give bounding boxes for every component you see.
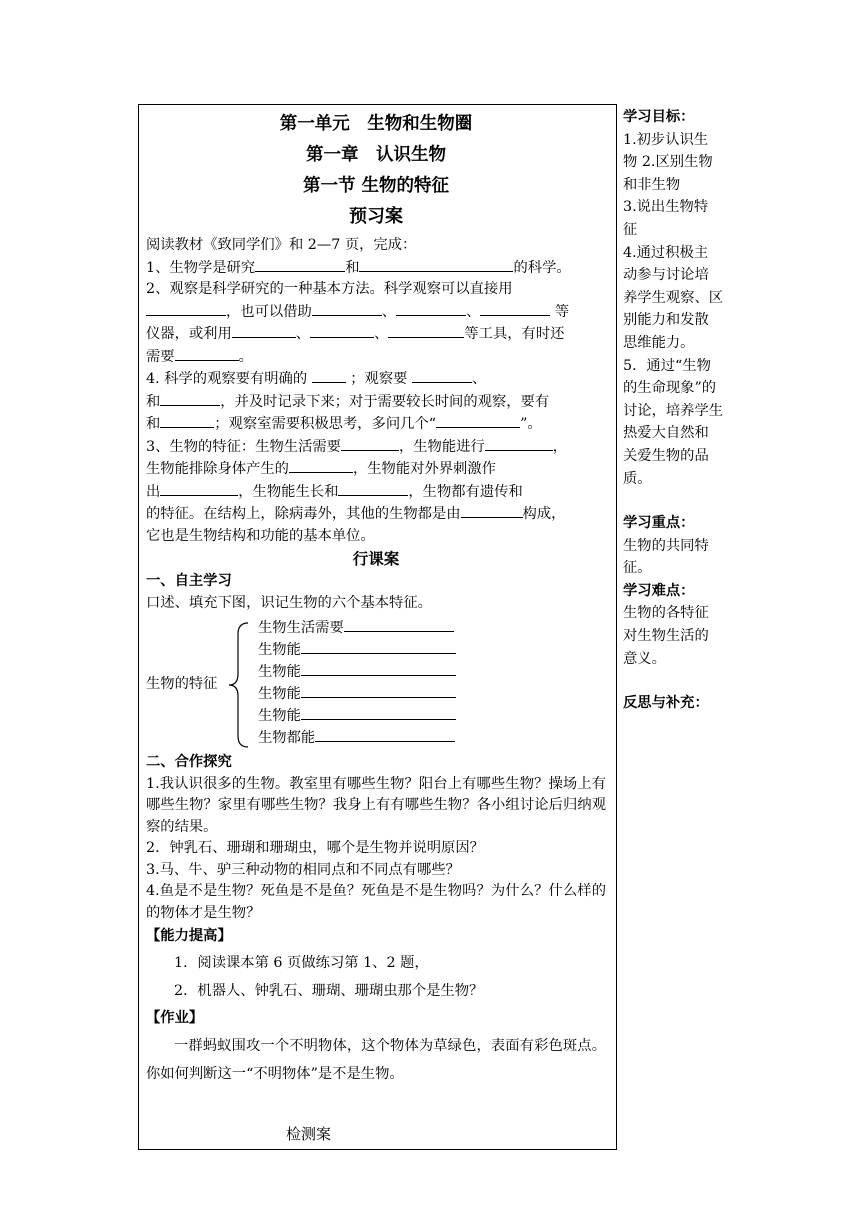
coop-question-4: 4.鱼是不是生物？死鱼是不是鱼？死鱼是不是生物吗？为什么？什么样的的物体才是生物？	[146, 883, 606, 921]
column-divider	[616, 104, 617, 1150]
self-study-intro: 口述、填充下图，识记生物的六个基本特征。	[146, 594, 432, 611]
goals-line: 5．通过“生物	[623, 357, 711, 374]
blank[interactable]	[255, 257, 345, 272]
blank[interactable]	[312, 368, 346, 383]
blank[interactable]	[396, 301, 466, 316]
diagram-row: 生物能	[258, 704, 456, 728]
features-diagram	[146, 616, 606, 752]
main-column	[146, 106, 606, 1146]
blank[interactable]	[412, 368, 472, 383]
blank[interactable]	[160, 481, 238, 496]
difficulty-line: 对生物生活的	[623, 628, 709, 645]
blank[interactable]	[301, 682, 456, 698]
goals-line: 1.初步认识生	[623, 131, 709, 148]
coop-question-1: 1.我认识很多的生物。教室里有哪些生物？阳台上有哪些生物？操场上有哪些生物？家里有哪些生物？我身上有有哪些生物？各小组讨论后归纳观察的结果。	[146, 775, 606, 835]
goals-line: 和非生物	[623, 176, 681, 193]
blank[interactable]	[160, 413, 214, 428]
goals-line: 热爱大自然和	[623, 425, 709, 442]
goals-line: 思维能力。	[623, 334, 695, 351]
self-study-heading: 一、自主学习	[146, 573, 232, 589]
diagram-row: 生物能	[258, 638, 456, 662]
blank[interactable]	[312, 301, 382, 316]
blank[interactable]	[341, 436, 399, 451]
blank[interactable]	[160, 391, 220, 406]
difficulty-line: 意义。	[623, 650, 666, 667]
difficulty-line: 生物的各特征	[623, 605, 709, 622]
ability-item-2: 2．机器人、钟乳石、珊瑚、珊瑚虫那个是生物？	[174, 983, 484, 999]
goals-line: 关爱生物的品	[623, 447, 709, 464]
blank[interactable]	[388, 323, 464, 338]
key-point-line: 生物的共同特	[623, 537, 709, 554]
section-title: 第一节 生物的特征	[302, 176, 450, 196]
question-1: 1、生物学是研究 和 的科学。	[146, 257, 606, 280]
blank[interactable]	[461, 503, 523, 518]
goals-line: 征	[623, 221, 638, 238]
question-2: 2、观察是科学研究的一种基本方法。科学观察可以直接用 ，也可以借助 、 、 等 仪器，或利用 、 、 等工具，有时还 需要 。	[146, 281, 570, 365]
goals-line: 养学生观察、区	[623, 289, 724, 306]
lesson-title: 行课案	[352, 549, 400, 568]
blank[interactable]	[485, 436, 553, 451]
blank[interactable]	[480, 301, 550, 316]
blank[interactable]	[289, 458, 353, 473]
side-column	[623, 106, 737, 715]
goals-line: 物 2.区别生物	[623, 154, 713, 171]
difficulty-heading: 学习难点：	[623, 582, 695, 599]
ability-heading: 【能力提高】	[146, 928, 232, 944]
blank[interactable]	[344, 616, 454, 632]
blank[interactable]	[359, 257, 513, 272]
goals-line: 讨论，培养学生	[623, 402, 724, 419]
preview-title: 预习案	[349, 206, 403, 227]
goals-line: 的生命现象”的	[623, 380, 717, 397]
key-point-heading: 学习重点：	[623, 515, 695, 532]
goals-line: 质。	[623, 470, 652, 487]
blank[interactable]	[315, 726, 455, 742]
goals-line: 3.说出生物特	[623, 199, 709, 216]
blank[interactable]	[338, 481, 408, 496]
diagram-label: 生物的特征	[146, 676, 218, 692]
coop-question-3: 3.马、牛、驴三种动物的相同点和不同点有哪些？	[146, 861, 460, 878]
diagram-row: 生物都能	[258, 726, 455, 750]
blank[interactable]	[175, 346, 239, 361]
homework-text: 一群蚂蚁围攻一个不明物体，这个物体为草绿色，表面有彩色斑点。你如何判断这一“不明物体”是不是生物。	[146, 1038, 606, 1082]
blank[interactable]	[146, 301, 226, 316]
diagram-row: 生物能	[258, 660, 456, 684]
coop-question-2: 2．钟乳石、珊瑚和珊瑚虫，哪个是生物并说明原因？	[146, 840, 484, 856]
goals-line: 4.通过积极主	[623, 244, 709, 261]
diagram-row: 生物能	[258, 682, 456, 706]
blank[interactable]	[301, 704, 456, 720]
goals-line: 别能力和发散	[623, 312, 709, 329]
reflection-heading: 反思与补充：	[623, 695, 709, 712]
unit-title: 第一单元 生物和生物圈	[279, 114, 473, 134]
question-3: 3、生物的特征：生物生活需要 ，生物能进行 ， 生物能排除身体产生的 ，生物能对外界刺激作 出 ，生物能生长和 ，生物都有遗传和 的特征。在结构上，除病毒外，其他的生物都是由 构成， 它也是生物结构和功能的基本单位。	[146, 436, 606, 548]
brace-icon	[228, 622, 250, 748]
blank[interactable]	[310, 323, 374, 338]
blank[interactable]	[436, 413, 520, 428]
test-title: 检测案	[286, 1125, 332, 1143]
blank[interactable]	[301, 638, 456, 654]
key-point-line: 征。	[623, 560, 652, 577]
homework-heading: 【作业】	[146, 1010, 204, 1026]
question-4: 4. 科学的观察要有明确的 ；观察要 、 和 ，并及时记录下来；对于需要较长时间的观察，要有 和 ；观察室需要积极思考，多问几个“ ”。	[146, 368, 606, 436]
goals-heading: 学习目标：	[623, 109, 695, 125]
blank[interactable]	[232, 323, 296, 338]
goals-line: 动参与讨论培	[623, 267, 709, 284]
preview-intro: 阅读教材《致同学们》和 2—7 页，完成：	[146, 237, 417, 253]
ability-item-1: 1．阅读课本第 6 页做练习第 1、2 题，	[174, 955, 429, 971]
coop-heading: 二、合作探究	[146, 754, 232, 770]
chapter-title: 第一章 认识生物	[306, 145, 446, 165]
blank[interactable]	[301, 660, 456, 676]
diagram-row: 生物生活需要	[258, 616, 454, 640]
